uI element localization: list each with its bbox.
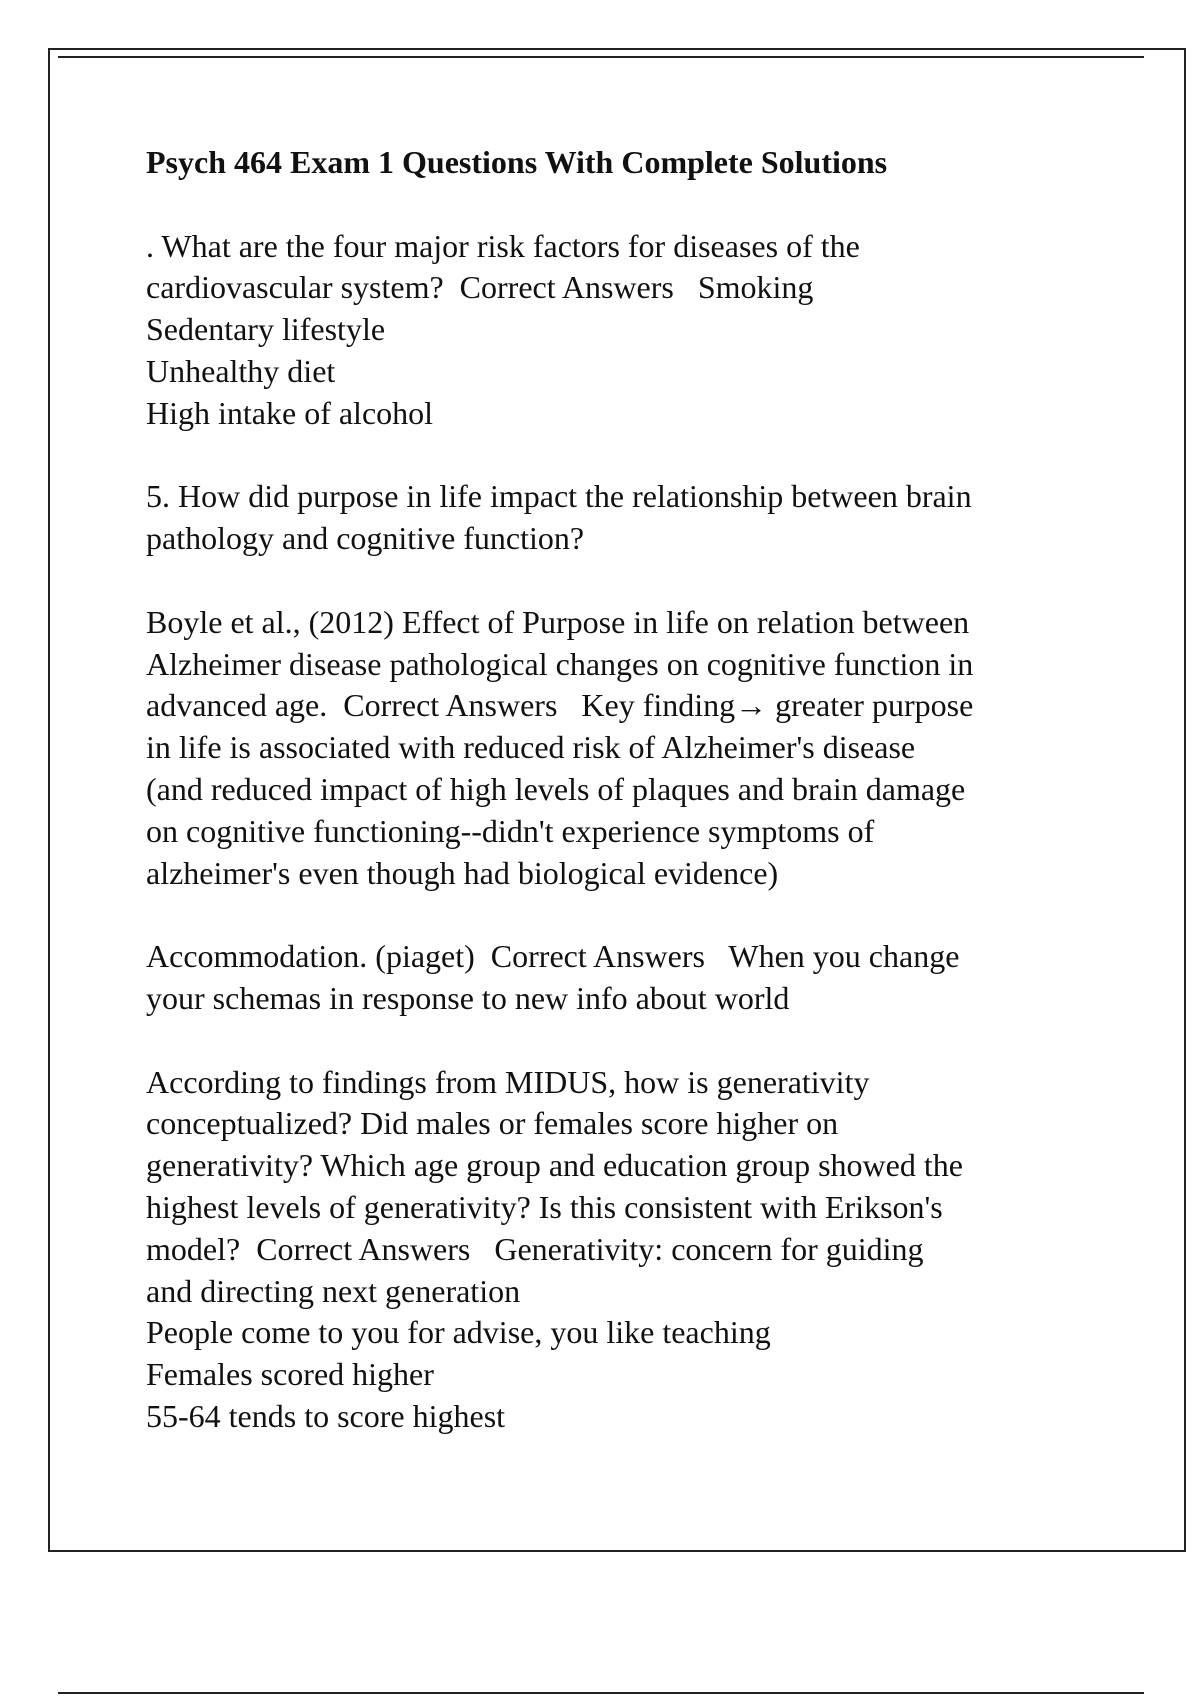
text-line: Accommodation. (piaget) Correct Answers When you change [146, 938, 960, 975]
text-line: your schemas in response to new info about world [146, 979, 790, 1016]
text-line: Females scored higher [146, 1356, 434, 1393]
text-line: pathology and cognitive function? [146, 520, 585, 557]
text-line: People come to you for advise, you like teaching [146, 1314, 771, 1351]
text-line: on cognitive functioning--didn't experience symptoms of [146, 812, 875, 849]
text-line: According to findings from MIDUS, how is generativity [146, 1063, 870, 1100]
text-line: highest levels of generativity? Is this consistent with Erikson's [146, 1188, 943, 1225]
paragraph-boyle-study [146, 602, 1106, 895]
text-line: alzheimer's even though had biological evidence) [146, 854, 779, 891]
paragraph-gap [146, 1020, 1106, 1062]
document-body [146, 142, 1106, 1438]
text-line: generativity? Which age group and education group showed the [146, 1147, 963, 1184]
text-line: Unhealthy diet [146, 352, 336, 389]
text-line: . What are the four major risk factors for diseases of the [146, 227, 860, 264]
text-line: Boyle et al., (2012) Effect of Purpose in life on relation between [146, 603, 970, 640]
bottom-rule [58, 1692, 1144, 1694]
text-line: (and reduced impact of high levels of plaques and brain damage [146, 770, 966, 807]
paragraph-purpose-in-life [146, 476, 1106, 560]
text-line: Alzheimer disease pathological changes on cognitive function in [146, 645, 974, 682]
paragraph-cardiovascular-risk [146, 226, 1106, 435]
text-line: High intake of alcohol [146, 394, 434, 431]
text-line: in life is associated with reduced risk of Alzheimer's disease [146, 729, 916, 766]
text-line: conceptualized? Did males or females score higher on [146, 1105, 839, 1142]
document-title: Psych 464 Exam 1 Questions With Complete Solutions [146, 144, 888, 180]
paragraph-gap [146, 560, 1106, 602]
text-line: and directing next generation [146, 1272, 521, 1309]
paragraph-gap [146, 894, 1106, 936]
paragraph-midus-generativity [146, 1062, 1106, 1438]
text-line: model? Correct Answers Generativity: concern for guiding [146, 1230, 924, 1267]
text-line: cardiovascular system? Correct Answers Smoking [146, 269, 814, 306]
text-line: 5. How did purpose in life impact the relationship between brain [146, 478, 972, 515]
paragraph-gap [146, 435, 1106, 477]
paragraph-accommodation [146, 936, 1106, 1020]
text-line: Sedentary lifestyle [146, 311, 386, 348]
text-line: 55-64 tends to score highest [146, 1397, 506, 1434]
text-line: advanced age. Correct Answers Key finding→ greater purpose [146, 687, 974, 724]
